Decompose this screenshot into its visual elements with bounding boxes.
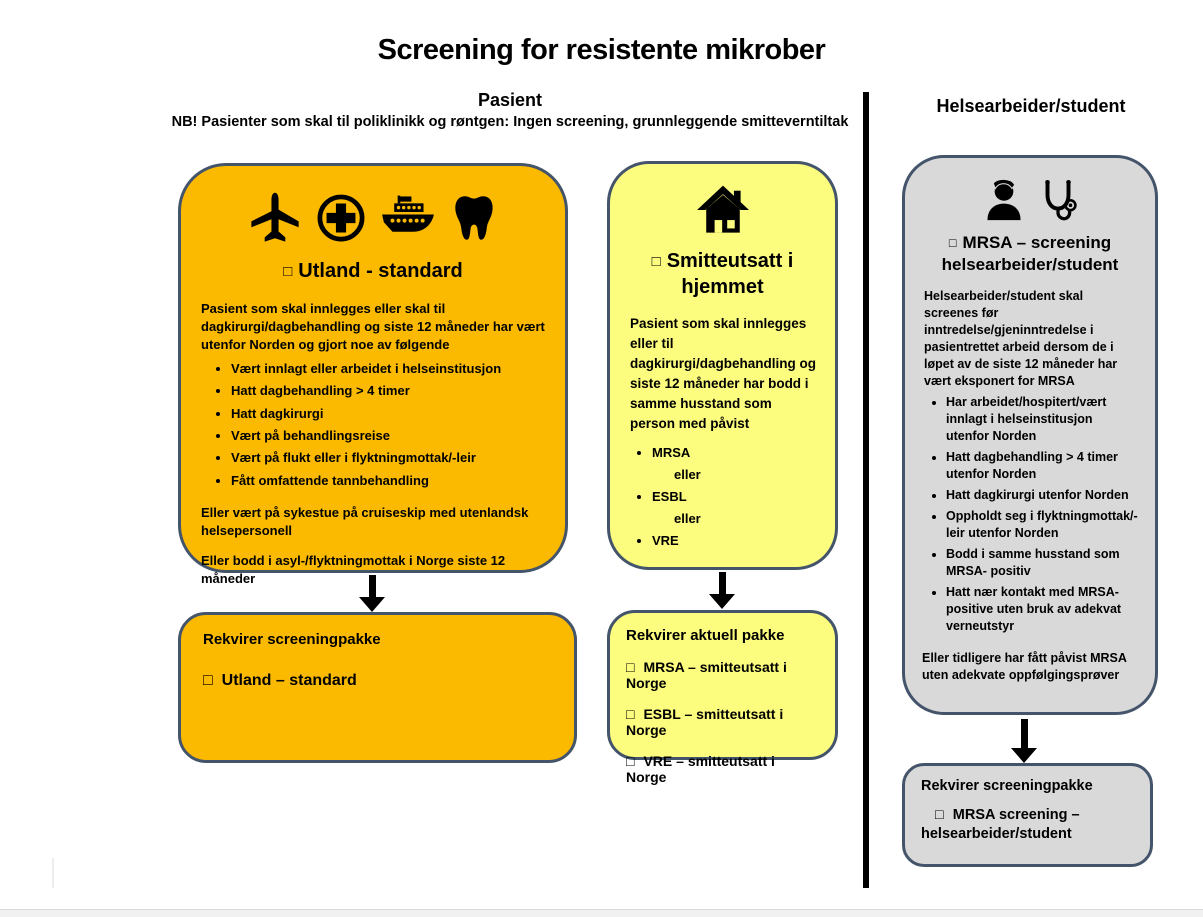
smitteutsatt-result-heading: Rekvirer aktuell pakke xyxy=(626,627,785,644)
list-item: • Hatt dagbehandling > 4 timer xyxy=(231,380,545,402)
utland-title-text: Utland - standard xyxy=(298,260,463,282)
checkbox-icon: □ xyxy=(935,807,944,823)
utland-icons xyxy=(201,190,545,246)
list-item: • Vært innlagt eller arbeidet i helseinstitusjon xyxy=(231,358,545,380)
pasient-note: NB! Pasienter som skal til poliklinikk og røntgen: Ingen screening, grunnleggende smitteverntiltak xyxy=(171,114,849,130)
utland-bullet-list xyxy=(201,358,545,492)
checkbox-icon: □ xyxy=(651,253,661,270)
list-item: • Oppholdt seg i flyktningmottak/-leir utenfor Norden xyxy=(946,508,1138,542)
smitteutsatt-title-text: Smitteutsatt i hjemmet xyxy=(666,250,794,298)
mrsa-result-option xyxy=(921,806,1133,844)
house-icon xyxy=(696,184,750,236)
checkbox-icon: □ xyxy=(283,263,293,280)
page-edge-artifact xyxy=(52,858,54,888)
checkbox-icon: □ xyxy=(203,672,213,689)
mrsa-eller: Eller tidligere har fått påvist MRSA uten adekvate oppfølgingsprøver xyxy=(922,651,1127,683)
list-item: • Vært på behandlingsreise xyxy=(231,425,545,447)
window-bottom-bar xyxy=(0,909,1203,917)
arrow-down-mrsa xyxy=(1011,719,1037,763)
pasient-heading: Pasient xyxy=(477,90,543,110)
person-icon xyxy=(981,177,1027,223)
mrsa-criteria-box xyxy=(902,155,1158,715)
list-item: • MRSA xyxy=(652,442,819,464)
option-label: Utland – standard xyxy=(221,672,357,689)
option-label: ESBL – smitteutsatt i Norge xyxy=(626,706,784,738)
utland-eller-1: Eller vært på sykestue på cruiseskip med utenlandsk helsepersonell xyxy=(201,504,529,538)
checkbox-icon: □ xyxy=(626,706,635,722)
smitteutsatt-intro: Pasient som skal innlegges eller til dagkirurgi/dagbehandling og siste 12 måneder har bodd i samme husstand som person med påvist xyxy=(630,316,817,431)
mrsa-title xyxy=(928,232,1133,276)
checkbox-icon: □ xyxy=(626,753,635,769)
smitteutsatt-result-box xyxy=(607,610,838,785)
option-label: MRSA screening – helsearbeider/student xyxy=(921,807,1080,842)
list-item: • VRE xyxy=(652,530,819,552)
smitteutsatt-bullet-list xyxy=(626,442,819,552)
medical-cross-icon xyxy=(316,193,366,243)
list-item: • Fått omfattende tannbehandling xyxy=(231,470,545,492)
utland-criteria-box xyxy=(178,163,568,586)
list-item: • Hatt dagkirurgi xyxy=(231,403,545,425)
smitteutsatt-result-option xyxy=(626,753,819,785)
pasient-column-header xyxy=(100,90,920,130)
section-divider xyxy=(863,92,869,888)
utland-result-heading: Rekvirer screeningpakke xyxy=(203,631,381,648)
mrsa-bullet-list xyxy=(922,394,1138,635)
list-item: • Hatt dagkirurgi utenfor Norden xyxy=(946,487,1138,504)
eller-word: eller xyxy=(674,466,701,482)
mrsa-intro: Helsearbeider/student skal screenes før inntredelse/gjeninntredelse i pasientrettet arbeid dersom de i løpet av de siste 12 måneder har vært eksponert for MRSA xyxy=(924,289,1118,389)
smitteutsatt-result-option xyxy=(626,706,819,738)
list-item: • ESBL xyxy=(652,486,819,508)
arrow-down-utland xyxy=(359,575,385,612)
utland-title xyxy=(201,258,545,284)
mrsa-icons xyxy=(922,176,1138,224)
helsearbeider-heading: Helsearbeider/student xyxy=(936,96,1126,116)
stethoscope-icon xyxy=(1037,177,1079,223)
checkbox-icon: □ xyxy=(626,659,635,675)
smitteutsatt-criteria-box xyxy=(607,161,838,570)
list-item: • Hatt dagbehandling > 4 timer utenfor Norden xyxy=(946,449,1138,483)
list-item: • Hatt nær kontakt med MRSA-positive uten bruk av adekvat verneutstyr xyxy=(946,584,1138,635)
smitteutsatt-title xyxy=(630,248,815,300)
list-item: • Har arbeidet/hospitert/vært innlagt i helseinstitusjon utenfor Norden xyxy=(946,394,1138,445)
utland-eller-2: Eller bodd i asyl-/flyktningmottak i Norge siste 12 måneder xyxy=(201,552,506,586)
list-item: • Vært på flukt eller i flyktningmottak/-leir xyxy=(231,447,545,469)
smitteutsatt-result-option xyxy=(626,659,819,691)
tooth-icon xyxy=(450,193,498,243)
option-label: VRE – smitteutsatt i Norge xyxy=(626,753,775,785)
option-label: MRSA – smitteutsatt i Norge xyxy=(626,659,787,691)
cruise-ship-icon xyxy=(380,193,436,243)
airplane-icon xyxy=(248,191,302,245)
arrow-down-smitteutsatt xyxy=(709,572,735,609)
smitteutsatt-icons xyxy=(626,184,819,236)
mrsa-result-box xyxy=(902,763,1153,867)
utland-intro: Pasient som skal innlegges eller skal til dagkirurgi/dagbehandling og siste 12 måneder har vært utenfor Norden og gjort noe av følgende xyxy=(201,301,545,352)
mrsa-title-text: MRSA – screening helsearbeider/student xyxy=(941,233,1119,275)
list-item: • Bodd i samme husstand som MRSA- positiv xyxy=(946,546,1138,580)
page-title: Screening for resistente mikrober xyxy=(377,34,826,66)
utland-result-box xyxy=(178,612,577,763)
checkbox-icon: □ xyxy=(948,235,957,250)
utland-result-option xyxy=(203,672,552,690)
mrsa-result-heading: Rekvirer screeningpakke xyxy=(921,778,1093,794)
eller-word: eller xyxy=(674,511,701,527)
